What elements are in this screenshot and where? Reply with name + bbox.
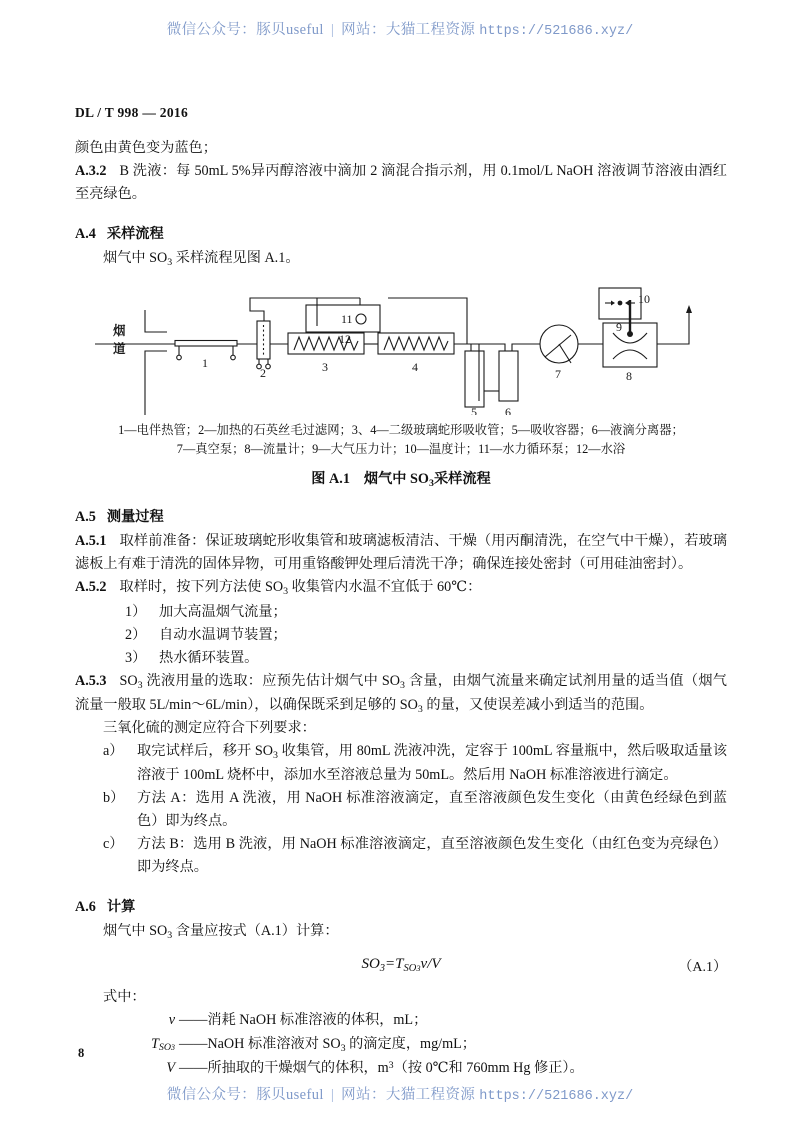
callout-4: 4 <box>412 359 418 374</box>
item-10-thermometer-bulb <box>627 331 633 337</box>
clause-a-5-2-sub: 3 <box>283 585 289 597</box>
list-item <box>75 740 727 787</box>
a-6-intro-sub: 3 <box>167 930 173 942</box>
list-item <box>75 647 727 670</box>
outlet-arrow <box>686 305 692 313</box>
equation-number-a-1: （A.1） <box>678 960 727 976</box>
a-6-intro-pre: 烟气中 SO <box>103 923 168 940</box>
clause-a-5-3-sub-1: 3 <box>137 679 143 691</box>
gas-line-6-to-7 <box>512 344 540 351</box>
step-marker-a: a） <box>103 743 124 760</box>
section-heading-a-4 <box>75 223 727 243</box>
step-marker-b: b） <box>103 790 125 807</box>
item-9-arrow-left-head <box>611 300 615 305</box>
callout-12: 12 <box>339 331 351 346</box>
watermark-bottom-url: https://521686.xyz/ <box>479 1089 634 1104</box>
section-heading-a-6 <box>75 896 727 916</box>
list-item <box>75 1057 727 1081</box>
list-item <box>75 624 727 647</box>
clause-a-3-2-text: B 洗液：每 50mL 5%异丙醇溶液中滴加 2 滴混合指示剂，用 0.1mol/L NaOH 溶液调节溶液由酒红至亮绿色。 <box>75 163 727 202</box>
watermark-bottom-wechat-name: 豚贝useful <box>256 1087 324 1103</box>
item-7-impeller-1 <box>545 335 571 357</box>
duct-wall-lower <box>145 351 167 415</box>
clause-a-5-3-pre: SO <box>119 672 138 689</box>
figure-caption-label: 图 A.1 <box>311 470 350 487</box>
sublist-marker-2: 2） <box>125 626 147 643</box>
standard-number: DL / T 998 — 2016 <box>75 105 189 120</box>
step-text-c: 方法 B：选用 B 洗液，用 NaOH 标准溶液滴定，直至溶液颜色发生变化（由红色变为亮绿色）即为终点。 <box>137 836 727 876</box>
line-5-to-6 <box>471 344 505 351</box>
figure-legend-line-2: 7—真空泵；8—流量计；9—大气压力计；10—温度计；11—水力循环泵；12—水浴 <box>176 441 626 456</box>
item-1-heated-tube <box>175 340 237 346</box>
step-text-a-post: 收集管，用 80mL 洗液冲洗，定容于 100mL 容量瓶中，然后吸取适量该溶液于 100mL 烧杯中，添加水至溶液总量为 50mL。然后用 NaOH 标准溶液进行滴定。 <box>137 743 728 784</box>
list-item <box>75 1009 727 1033</box>
a4-body-sub: 3 <box>167 256 173 268</box>
clause-a-5-3-sub-3: 3 <box>417 703 423 715</box>
watermark-top <box>0 18 800 39</box>
callout-8: 8 <box>626 368 632 383</box>
clause-a-5-3-number: A.5.3 <box>75 672 107 689</box>
watermark-bottom-site-name: 大猫工程资源 <box>385 1087 476 1103</box>
clause-a-5-3-sub-2: 3 <box>400 679 406 691</box>
section-a-6-title: 计算 <box>106 899 136 916</box>
item-8-scale-lower <box>613 350 647 359</box>
figure-caption <box>75 468 727 489</box>
callout-1: 1 <box>202 355 208 370</box>
a4-body-pre: 烟气中 SO <box>103 250 168 266</box>
clause-a-5-3-mid-1: 洗液用量的选取：应预先估计烟气中 SO <box>142 672 401 689</box>
item-11-circulation-pump <box>356 314 366 324</box>
step-text-b: 方法 A：选用 A 洗液，用 NaOH 标准溶液滴定，直至溶液颜色发生变化（由黄色经绿色到蓝色）即为终点。 <box>137 790 727 830</box>
item-9-center-dot <box>618 300 623 305</box>
a-6-intro <box>75 920 727 944</box>
symbol-v-def: ——消耗 NaOH 标准溶液的体积，mL； <box>179 1012 428 1029</box>
watermark-site-name: 大猫工程资源 <box>385 22 476 38</box>
section-a-4-title: 采样流程 <box>106 226 164 242</box>
gas-line-outlet <box>657 307 689 344</box>
callout-5: 5 <box>471 404 477 415</box>
sampling-flow-diagram <box>75 285 727 415</box>
a4-body-post: 采样流程见图 A.1。 <box>172 250 300 266</box>
section-a-5-title: 测量过程 <box>106 508 164 525</box>
figure-legend <box>75 421 727 459</box>
figure-a-1 <box>75 285 727 489</box>
callout-2: 2 <box>260 365 266 380</box>
clause-a-3-2-number: A.3.2 <box>75 163 107 179</box>
section-a-4-body <box>75 247 727 271</box>
step-text-a-pre: 取完试样后，移开 SO <box>137 743 274 760</box>
where-list <box>75 1009 727 1080</box>
item-9-arrow-right-head <box>625 300 629 305</box>
clause-a-5-2-post: 收集管内水温不宜低于 60℃： <box>288 578 482 595</box>
item-1-terminal-left <box>177 355 182 360</box>
watermark-separator: | <box>330 22 335 38</box>
item-4-coil <box>384 337 448 350</box>
clause-a-5-3-mid-2: 含量，由烟气流量来确定试剂用量的适当值（烟气流量一般取 5L/min～6L/min），以确保既采到足够的 SO <box>75 672 727 713</box>
callout-11: 11 <box>341 311 353 326</box>
duct-label-char-2: 道 <box>113 341 126 356</box>
clause-a-5-3 <box>75 670 727 718</box>
item-1-terminal-right <box>231 355 236 360</box>
section-heading-a-5 <box>75 506 727 526</box>
a-5-2-sublist <box>75 601 727 670</box>
document-page <box>75 105 727 1081</box>
duct-label-char-1: 烟 <box>113 323 126 338</box>
watermark-site-label: 网站： <box>341 22 386 38</box>
callout-10: 10 <box>638 291 650 306</box>
sublist-marker-1: 1） <box>125 603 147 620</box>
duct-wall-upper <box>145 310 167 332</box>
waterbath-pipe-right <box>388 298 467 344</box>
watermark-wechat-name: 豚贝useful <box>256 22 324 38</box>
formula-a-1-row <box>75 956 727 980</box>
clause-a-5-2-pre: 取样时，按下列方法使 SO <box>119 578 284 595</box>
callout-3: 3 <box>322 359 328 374</box>
watermark-url: https://521686.xyz/ <box>479 24 634 39</box>
clause-a-5-2-number: A.5.2 <box>75 578 107 595</box>
watermark-bottom-site-label: 网站： <box>341 1087 386 1103</box>
clause-a-5-1 <box>75 530 727 576</box>
figure-caption-text-post: 采样流程 <box>433 470 491 487</box>
a-5-3-requirement-intro: 三氧化硫的测定应符合下列要求： <box>103 720 316 737</box>
clause-a-5-2 <box>75 576 727 600</box>
callout-9: 9 <box>616 319 622 334</box>
sublist-text-1: 加大高温烟气流量； <box>159 603 287 620</box>
list-item <box>75 1033 727 1057</box>
item-5-absorption-vessel <box>465 351 484 407</box>
gas-line-4-to-5 <box>454 344 471 351</box>
figure-caption-sub: 3 <box>428 477 434 489</box>
symbol-v-cap: V <box>166 1059 175 1076</box>
callout-7: 7 <box>555 366 561 381</box>
a-5-3-steps <box>75 740 727 879</box>
callout-6: 6 <box>505 404 511 415</box>
figure-legend-line-1: 1—电伴热管；2—加热的石英丝毛过滤网；3、4—二级玻璃蛇形吸收管；5—吸收容器；6—液滴分离器； <box>118 422 684 437</box>
section-a-5-number: A.5 <box>75 508 96 525</box>
clause-a-5-1-number: A.5.1 <box>75 532 107 549</box>
list-item <box>75 601 727 624</box>
item-6-droplet-separator <box>499 351 518 401</box>
symbol-t-so3: $T_{SO3}$ <box>151 1035 175 1054</box>
item-2-terminal-right <box>266 364 271 369</box>
section-a-6-number: A.6 <box>75 899 96 916</box>
watermark-bottom <box>0 1083 800 1104</box>
list-item <box>75 787 727 833</box>
sublist-text-3: 热水循环装置。 <box>159 649 259 666</box>
symbol-v-cap-def: ——所抽取的干燥烟气的体积，$m^3$（按 0℃和 760mm Hg 修正）。 <box>179 1059 584 1076</box>
figure-a-1-drawing <box>75 285 727 415</box>
a-6-intro-post: 含量应按式（A.1）计算： <box>172 923 339 940</box>
item-7-impeller-2 <box>559 344 571 363</box>
sublist-marker-3: 3） <box>125 649 147 666</box>
symbol-t-so3-def: ——NaOH 标准溶液对 $SO_3$ 的滴定度，mg/mL； <box>179 1035 476 1054</box>
step-marker-c: c） <box>103 836 124 853</box>
where-label: 式中： <box>103 989 146 1006</box>
watermark-bottom-separator: | <box>330 1087 335 1103</box>
section-a-4-number: A.4 <box>75 226 96 242</box>
step-text-a-sub: 3 <box>273 750 279 762</box>
watermark-bottom-wechat-label: 微信公众号： <box>166 1087 257 1103</box>
clause-a-5-1-text: 取样前准备：保证玻璃蛇形收集管和玻璃滤板清洁、干燥（用丙酮清洗，在空气中干燥），若玻璃滤板上有难于清洗的固体异物，可用重铬酸钾处理后清洗干净；确保连接处密封（可用硅油密封）。 <box>75 532 727 572</box>
formula-a-1: $SO_3=T_{SO3}v/V$ <box>361 956 441 975</box>
clause-a-3-2 <box>75 160 727 206</box>
list-item <box>75 833 727 879</box>
carryover-paragraph: 颜色由黄色变为蓝色； <box>75 140 217 156</box>
page-number: 8 <box>78 1046 85 1060</box>
figure-caption-text-pre: 烟气中 SO <box>363 470 429 487</box>
symbol-v: v <box>168 1012 175 1029</box>
sublist-text-2: 自动水温调节装置； <box>159 626 287 643</box>
watermark-wechat-label: 微信公众号： <box>166 22 257 38</box>
clause-a-5-3-end: 的量，又使误差减小到适当的范围。 <box>422 696 654 713</box>
